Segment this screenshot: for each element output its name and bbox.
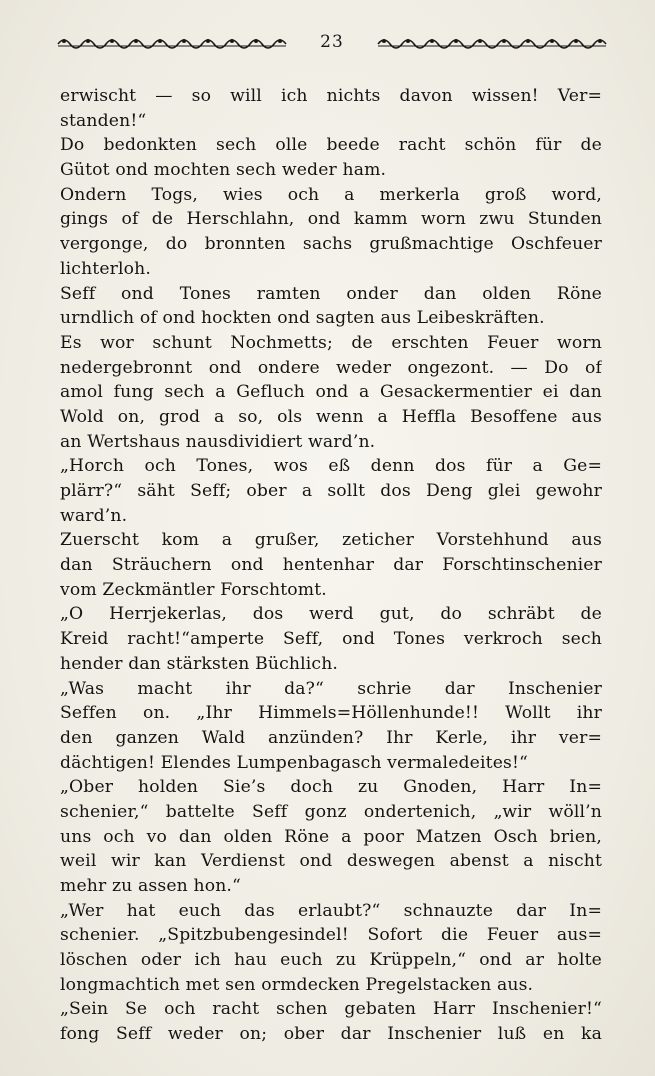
text-line: vergonge, do bronnten sachs grußmachtige Oschfeuer [60,234,602,255]
text-line: ward’n. [60,505,128,526]
text-line: Zuerscht kom a grußer, zeticher Vorstehhund aus [60,530,602,551]
text-line: fong Seff weder on; ober dar Inschenier luß en ka [60,1024,602,1045]
decorative-border-ornament-right-icon [376,35,608,49]
text-line: „Was macht ihr da?“ schrie dar Inschenier [60,678,602,699]
text-line: amol fung sech a Gefluch ond a Gesackermentier ei dan [60,382,602,403]
text-line: löschen oder ich hau euch zu Krüppeln,“ ond ar holte [60,950,602,971]
text-line: vom Zeckmäntler Forschtomt. [60,579,327,600]
text-line: „Ober holden Sie’s doch zu Gnoden, Harr In= [60,777,602,798]
text-line: Es wor schunt Nochmetts; de erschten Feuer worn [60,332,602,353]
text-line: mehr zu assen hon.“ [60,876,241,896]
page-number: 23 [320,32,344,52]
text-line: erwischt — so will ich nichts davon wissen! Ver= [60,86,602,106]
text-line: uns och vo dan olden Röne a poor Matzen Osch brien, [60,826,602,847]
decorative-border-ornament-left-icon [56,35,288,49]
text-line: lichterloh. [60,258,152,279]
body-text [60,84,602,1047]
text-line: Do bedonkten sech olle beede racht schön für de [60,135,602,156]
text-line: Seffen on. „Ihr Himmels=Höllenhunde!! Wollt ihr [60,703,602,724]
text-line: dächtigen! Elendes Lumpenbagasch vermaledeites!“ [60,752,528,773]
text-line: Wold on, grod a so, ols wenn a Heffla Besoffene aus [60,406,602,427]
text-line: Gütot ond mochten sech weder ham. [60,160,387,181]
text-line: dan Sträuchern ond hentenhar dar Forschtinschenier [60,555,602,576]
text-line: Ondern Togs, wies och a merkerla groß word, [60,184,602,205]
text-line: nedergebronnt ond ondere weder ongezont. — Do of [60,357,602,378]
text-line: plärr?“ säht Seff; ober a sollt dos Deng glei gewohr [60,481,602,501]
text-line: Kreid racht!“amperte Seff, ond Tones verkroch sech [60,629,602,650]
text-line: schenier. „Spitzbubengesindel! Sofort die Feuer aus= [60,925,602,946]
text-line: schenier,“ battelte Seff gonz ondertenich, „wir wöll’n [60,801,602,822]
text-line: an Wertshaus nausdividiert ward’n. [60,431,376,452]
text-line: weil wir kan Verdienst ond deswegen abenst a nischt [60,851,602,872]
text-line: „O Herrjekerlas, dos werd gut, do schräbt de [60,604,602,625]
text-line: urndlich of ond hockten ond sagten aus Leibeskräften. [60,308,545,329]
text-line: longmachtich met sen ormdecken Pregelstacken aus. [60,974,534,995]
text-line: gings of de Herschlahn, ond kamm worn zwu Stunden [60,209,602,230]
text-line: hender dan stärksten Büchlich. [60,653,339,674]
text-line: „Sein Se och racht schen gebaten Harr Inschenier!“ [60,999,602,1020]
text-line: den ganzen Wald anzünden? Ihr Kerle, ihr ver= [60,727,602,748]
text-line: „Horch och Tones, wos eß denn dos für a Ge= [60,456,602,477]
page-header [56,30,608,54]
text-line: Seff ond Tones ramten onder dan olden Röne [60,283,602,304]
text-line: standen!“ [60,110,147,131]
text-line: „Wer hat euch das erlaubt?“ schnauzte dar In= [60,900,602,921]
